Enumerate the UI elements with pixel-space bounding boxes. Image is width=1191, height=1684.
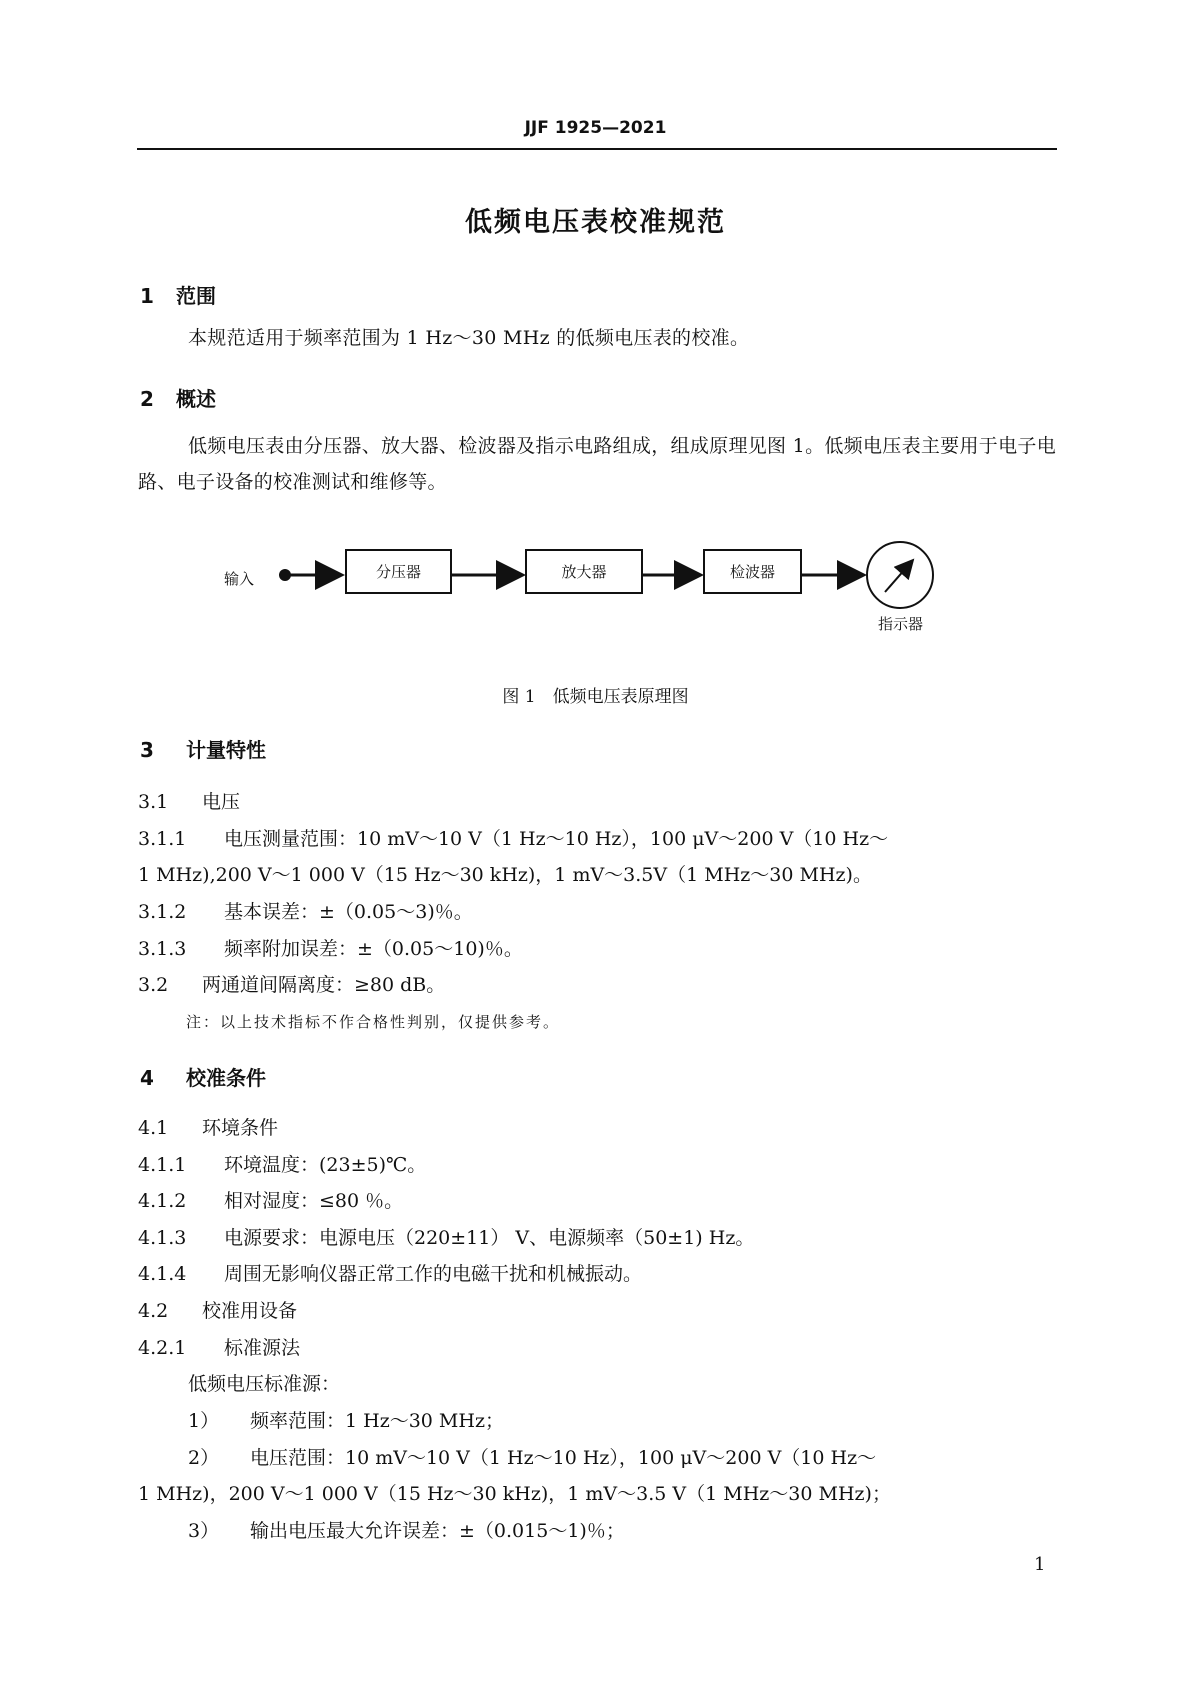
- item-text: 两通道间隔离度：≥80 dB。: [202, 974, 446, 996]
- list-text: 1 MHz)，200 V～1 000 V（15 Hz～30 kHz)，1 mV～3.5 V（1 MHz～30 MHz)；: [138, 1483, 891, 1505]
- item-4-2-1: [138, 1336, 300, 1360]
- item-number: 4.1.4: [138, 1263, 187, 1285]
- section-1-heading: [140, 280, 216, 309]
- list-item-2: [188, 1446, 876, 1470]
- block-amplifier: 放大器: [525, 549, 643, 594]
- section-1-text: 本规范适用于频率范围为 1 Hz～30 MHz 的低频电压表的校准。: [188, 327, 750, 349]
- section-number: 2: [140, 387, 154, 411]
- section-number: 3: [140, 738, 154, 762]
- list-text: 电压范围：10 mV～10 V（1 Hz～10 Hz），100 μV～200 V（10 Hz～: [250, 1447, 877, 1469]
- section-number: 4: [140, 1066, 154, 1090]
- item-4-1: [138, 1116, 278, 1140]
- header-rule: [137, 148, 1057, 150]
- item-4-1-3: [138, 1226, 754, 1250]
- page-number: 1: [1034, 1554, 1046, 1575]
- item-number: 4.1: [138, 1117, 169, 1139]
- item-3-1: [138, 790, 240, 814]
- item-number: 3.2: [138, 974, 169, 996]
- item-4-1-2: [138, 1189, 403, 1213]
- item-number: 3.1.3: [138, 938, 187, 960]
- item-number: 4.1.3: [138, 1227, 187, 1249]
- item-text: 基本误差：±（0.05～3)％。: [224, 901, 473, 923]
- item-text: 环境温度：(23±5)℃。: [224, 1154, 427, 1176]
- item-number: 4.1.2: [138, 1190, 187, 1212]
- list-number: 3）: [188, 1520, 220, 1542]
- section-2-heading: [140, 383, 216, 412]
- item-number: 4.1.1: [138, 1154, 187, 1176]
- section-title: 校准条件: [186, 1066, 266, 1090]
- section-number: 1: [140, 284, 154, 308]
- section-3-heading: [140, 734, 266, 763]
- section-title: 范围: [176, 284, 216, 308]
- item-text: 标准源法: [224, 1337, 301, 1359]
- item-number: 3.1: [138, 791, 169, 813]
- item-4-1-1: [138, 1153, 426, 1177]
- standard-source-title: 低频电压标准源：: [188, 1373, 341, 1395]
- item-text: 周围无影响仪器正常工作的电磁干扰和机械振动。: [224, 1263, 643, 1285]
- document-code: JJF 1925—2021: [524, 118, 667, 138]
- item-text: 校准用设备: [202, 1300, 298, 1322]
- section-3-note: 注：以上技术指标不作合格性判别，仅提供参考。: [186, 1013, 561, 1031]
- section-title: 计量特性: [186, 738, 266, 762]
- block-detector: 检波器: [703, 549, 802, 594]
- item-text: 环境条件: [202, 1117, 279, 1139]
- item-number: 4.2.1: [138, 1337, 187, 1359]
- section-2-text: 低频电压表由分压器、放大器、检波器及指示电路组成，组成原理见图 1。低频电压表主要用于电子电路、电子设备的校准测试和维修等。: [138, 435, 1056, 493]
- block-voltage-divider: 分压器: [345, 549, 452, 594]
- indicator-label: 指示器: [878, 615, 924, 633]
- item-4-2: [138, 1299, 297, 1323]
- item-text: 1 MHz),200 V～1 000 V（15 Hz～30 kHz)，1 mV～3.5V（1 MHz～30 MHz)。: [138, 864, 872, 886]
- list-number: 2）: [188, 1447, 220, 1469]
- section-title: 概述: [176, 387, 216, 411]
- item-text: 电压测量范围：10 mV～10 V（1 Hz～10 Hz），100 μV～200 V（10 Hz～: [224, 828, 889, 850]
- list-item-3: [188, 1519, 625, 1543]
- list-text: 输出电压最大允许误差：±（0.015～1)％；: [250, 1520, 625, 1542]
- item-4-1-4: [138, 1262, 642, 1286]
- item-number: 3.1.1: [138, 828, 187, 850]
- item-3-1-1-continued: [138, 863, 872, 887]
- item-text: 频率附加误差：±（0.05～10)％。: [224, 938, 523, 960]
- item-number: 3.1.2: [138, 901, 187, 923]
- item-number: 4.2: [138, 1300, 169, 1322]
- figure-caption: 图 1 低频电压表原理图: [502, 687, 689, 707]
- list-number: 1）: [188, 1410, 220, 1432]
- item-text: 电源要求：电源电压（220±11） V、电源频率（50±1) Hz。: [224, 1227, 755, 1249]
- list-text: 频率范围：1 Hz～30 MHz；: [250, 1410, 504, 1432]
- item-3-1-3: [138, 937, 523, 961]
- item-text: 相对湿度：≤80 ％。: [224, 1190, 404, 1212]
- item-text: 电压: [202, 791, 241, 813]
- list-item-1: [188, 1409, 504, 1433]
- indicator-needle-icon: [885, 560, 913, 592]
- page-title: 低频电压表校准规范: [465, 207, 726, 238]
- item-3-1-2: [138, 900, 473, 924]
- input-label: 输入: [224, 570, 255, 588]
- item-3-2: [138, 973, 445, 997]
- section-4-heading: [140, 1062, 266, 1091]
- list-item-2-continued: [138, 1482, 891, 1506]
- item-3-1-1: [138, 827, 888, 851]
